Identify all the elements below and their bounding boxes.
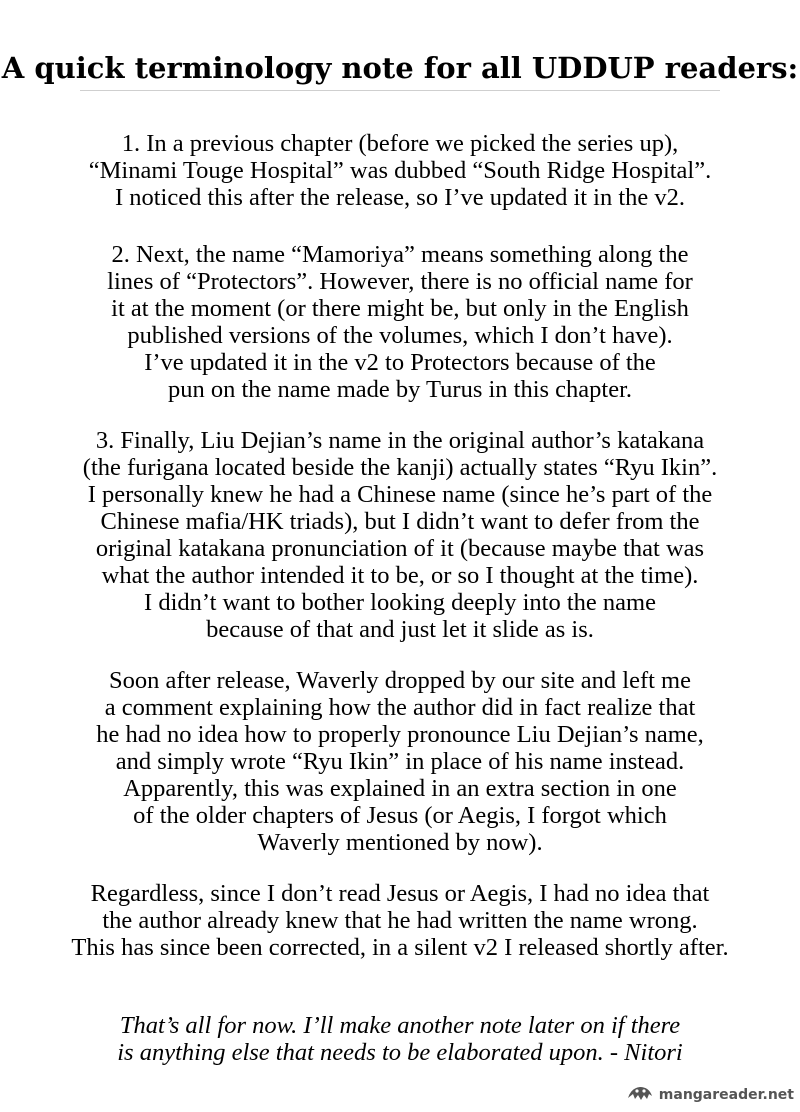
- text-line: I didn’t want to bother looking deeply into the name: [144, 589, 656, 616]
- closing-note: [40, 1012, 760, 1066]
- note-paragraph-5: [40, 880, 760, 961]
- text-line: the author already knew that he had written the name wrong.: [102, 907, 698, 934]
- text-line: That’s all for now. I’ll make another note later on if there: [119, 1012, 681, 1039]
- page-title: A quick terminology note for all UDDUP readers:: [1, 51, 799, 85]
- text-line: Apparently, this was explained in an extra section in one: [123, 775, 677, 802]
- text-line: original katakana pronunciation of it (because maybe that was: [95, 535, 705, 562]
- site-watermark: [625, 1082, 794, 1108]
- text-line: Waverly mentioned by now).: [257, 829, 543, 856]
- note-paragraph-2: [40, 241, 760, 403]
- mascot-icon: [625, 1082, 655, 1108]
- text-line: Regardless, since I don’t read Jesus or Aegis, I had no idea that: [90, 880, 710, 907]
- text-line: This has since been corrected, in a silent v2 I released shortly after.: [71, 934, 729, 961]
- text-line: it at the moment (or there might be, but only in the English: [111, 295, 689, 322]
- text-line: (the furigana located beside the kanji) actually states “Ryu Ikin”.: [82, 454, 718, 481]
- text-line: lines of “Protectors”. However, there is no official name for: [107, 268, 693, 295]
- text-line: I noticed this after the release, so I’ve updated it in the v2.: [114, 184, 686, 211]
- text-line: 2. Next, the name “Mamoriya” means something along the: [111, 241, 689, 268]
- text-line: he had no idea how to properly pronounce Liu Dejian’s name,: [96, 721, 704, 748]
- text-line: “Minami Touge Hospital” was dubbed “South Ridge Hospital”.: [88, 157, 712, 184]
- text-line: I personally knew he had a Chinese name (since he’s part of the: [87, 481, 713, 508]
- text-line: pun on the name made by Turus in this chapter.: [167, 376, 633, 403]
- watermark-text: mangareader.net: [658, 1087, 794, 1103]
- title-divider: [80, 90, 720, 91]
- text-line: of the older chapters of Jesus (or Aegis, I forgot which: [133, 802, 667, 829]
- text-line: 3. Finally, Liu Dejian’s name in the original author’s katakana: [95, 427, 705, 454]
- note-paragraph-4: [40, 667, 760, 856]
- text-line: a comment explaining how the author did in fact realize that: [104, 694, 696, 721]
- text-line: and simply wrote “Ryu Ikin” in place of his name instead.: [115, 748, 685, 775]
- note-paragraph-3: [40, 427, 760, 643]
- text-line: what the author intended it to be, or so I thought at the time).: [101, 562, 699, 589]
- note-paragraph-1: [40, 130, 760, 211]
- text-line: because of that and just let it slide as is.: [206, 616, 594, 643]
- text-line: is anything else that needs to be elaborated upon. - Nitori: [117, 1039, 683, 1066]
- text-line: Soon after release, Waverly dropped by our site and left me: [109, 667, 691, 694]
- text-line: I’ve updated it in the v2 to Protectors because of the: [144, 349, 656, 376]
- text-line: 1. In a previous chapter (before we picked the series up),: [121, 130, 679, 157]
- text-line: Chinese mafia/HK triads), but I didn’t want to defer from the: [100, 508, 700, 535]
- text-line: published versions of the volumes, which I don’t have).: [127, 322, 673, 349]
